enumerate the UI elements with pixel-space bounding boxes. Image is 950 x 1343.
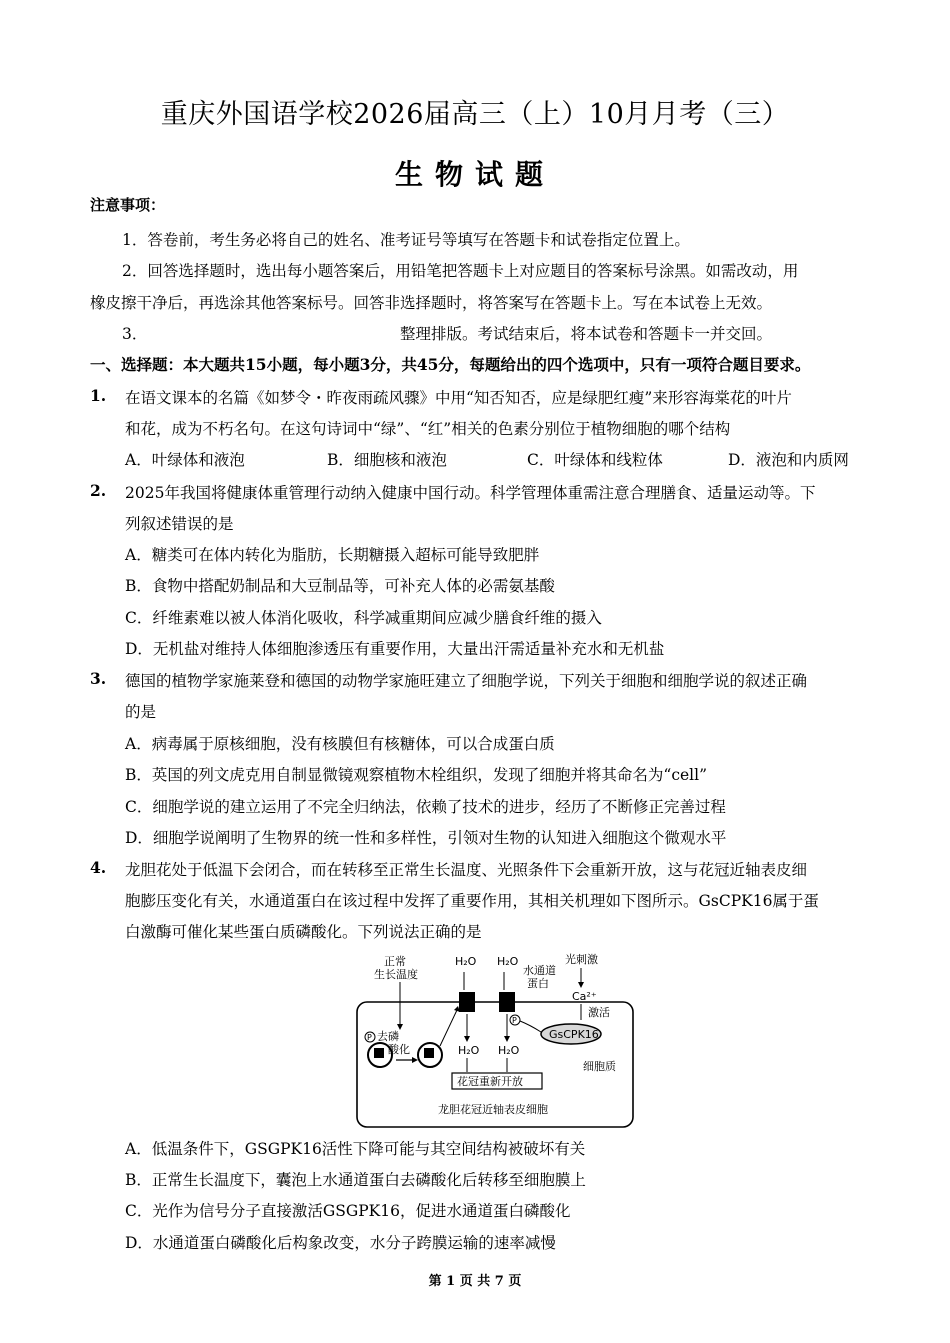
option-c: C．细胞学说的建立运用了不完全归纳法，依赖了技术的进步，经历了不断修正完善过程 [125, 798, 726, 816]
h2o-label: H₂O [458, 1044, 480, 1057]
dephos-label: 去磷 [377, 1030, 399, 1043]
question-number: 3. [90, 669, 107, 688]
reopen-label: 花冠重新开放 [457, 1075, 523, 1088]
option-c: C．纤维素难以被人体消化吸收，科学减重期间应减少膳食纤维的摄入 [125, 609, 602, 627]
notice-item: 3． [122, 325, 148, 343]
question-text: 德国的植物学家施莱登和德国的动物学家施旺建立了细胞学说，下列关于细胞和细胞学说的叙述正确 [125, 672, 808, 690]
temp-label: 正常 [384, 955, 406, 968]
notice-item: 橡皮擦干净后，再选涂其他答案标号。回答非选择题时，将答案写在答题卡上。写在本试卷上无效。 [90, 294, 773, 312]
option-b: B．细胞核和液泡 [327, 451, 447, 469]
option-c: C．光作为信号分子直接激活GSGPK16，促进水通道蛋白磷酸化 [125, 1202, 571, 1220]
notice-item: 整理排版。考试结束后，将本试卷和答题卡一并交回。 [400, 325, 773, 343]
question-number: 1. [90, 386, 107, 405]
temp-label: 生长温度 [374, 968, 418, 981]
cytoplasm-label: 细胞质 [583, 1060, 616, 1073]
aqp-label: 水通道 [523, 964, 556, 977]
aqp-label: 蛋白 [527, 977, 549, 990]
question-text: 白激酶可催化某些蛋白质磷酸化。下列说法正确的是 [125, 923, 482, 941]
notice-item: 1．答卷前，考生务必将自己的姓名、准考证号等填写在答题卡和试卷指定位置上。 [122, 231, 690, 249]
option-d: D．液泡和内质网 [728, 451, 849, 469]
option-b: B．英国的列文虎克用自制显微镜观察植物木栓组织，发现了细胞并将其命名为“cell” [125, 766, 708, 784]
activate-label: 激活 [588, 1006, 610, 1019]
svg-text:P: P [367, 1033, 372, 1042]
option-a: A．叶绿体和液泡 [125, 451, 245, 469]
option-d: D．水通道蛋白磷酸化后构象改变，水分子跨膜运输的速率减慢 [125, 1234, 556, 1252]
question-text: 和花，成为不朽名句。在这句诗词中“绿”、“红”相关的色素分别位于植物细胞的哪个结构 [125, 420, 731, 438]
question-text: 龙胆花处于低温下会闭合，而在转移至正常生长温度、光照条件下会重新开放，这与花冠近轴表皮细 [125, 861, 808, 879]
notice-item: 2．回答选择题时，选出每小题答案后，用铅笔把答题卡上对应题目的答案标号涂黑。如需改动，用 [122, 262, 799, 280]
notice-heading: 注意事项： [90, 196, 166, 214]
aquaporin-icon [459, 992, 475, 1012]
question-number: 4. [90, 858, 107, 877]
dephos-label: 酸化 [388, 1043, 410, 1056]
question-text: 列叙述错误的是 [125, 515, 234, 533]
question-text: 的是 [125, 703, 157, 721]
option-b: B．正常生长温度下，囊泡上水通道蛋白去磷酸化后转移至细胞膜上 [125, 1171, 586, 1189]
question-text: 胞膨压变化有关，水通道蛋白在该过程中发挥了重要作用，其相关机理如下图所示。GsCPK16属于蛋 [125, 892, 819, 910]
aquaporin-icon [499, 992, 515, 1012]
question-text: 在语文课本的名篇《如梦令・昨夜雨疏风骤》中用“知否知否，应是绿肥红瘦”来形容海棠花的叶片 [125, 389, 792, 407]
h2o-label: H₂O [498, 1044, 520, 1057]
option-a: A．糖类可在体内转化为脂肪，长期糖摄入超标可能导致肥胖 [125, 546, 540, 564]
svg-text:P: P [512, 1016, 517, 1025]
option-a: A．低温条件下，GSGPK16活性下降可能与其空间结构被破坏有关 [125, 1140, 586, 1158]
option-a: A．病毒属于原核细胞，没有核膜但有核糖体，可以合成蛋白质 [125, 735, 555, 753]
h2o-label: H₂O [497, 955, 519, 968]
option-d: D．无机盐对维持人体细胞渗透压有重要作用，大量出汗需适量补充水和无机盐 [125, 640, 665, 658]
cell-label: 龙胆花冠近轴表皮细胞 [438, 1103, 548, 1116]
h2o-label: H₂O [455, 955, 477, 968]
option-d: D．细胞学说阐明了生物界的统一性和多样性，引领对生物的认知进入细胞这个微观水平 [125, 829, 727, 847]
page-footer: 第 1 页 共 7 页 [428, 1274, 522, 1289]
exam-title: 重庆外国语学校2026届高三（上）10月月考（三） [160, 99, 790, 130]
option-c: C．叶绿体和线粒体 [527, 451, 663, 469]
mechanism-figure [350, 950, 640, 1130]
question-number: 2. [90, 481, 107, 500]
section-heading: 一、选择题：本大题共15小题，每小题3分，共45分，每题给出的四个选项中，只有一项符合题目要求。 [90, 355, 811, 374]
light-label: 光刺激 [565, 953, 598, 966]
option-b: B．食物中搭配奶制品和大豆制品等，可补充人体的必需氨基酸 [125, 577, 555, 595]
kinase-label: GsCPK16 [549, 1028, 599, 1041]
question-text: 2025年我国将健康体重管理行动纳入健康中国行动。科学管理体重需注意合理膳食、适量运动等。下 [125, 484, 816, 502]
exam-subtitle: 生物试题 [394, 158, 555, 191]
calcium-label: Ca²⁺ [572, 990, 597, 1003]
